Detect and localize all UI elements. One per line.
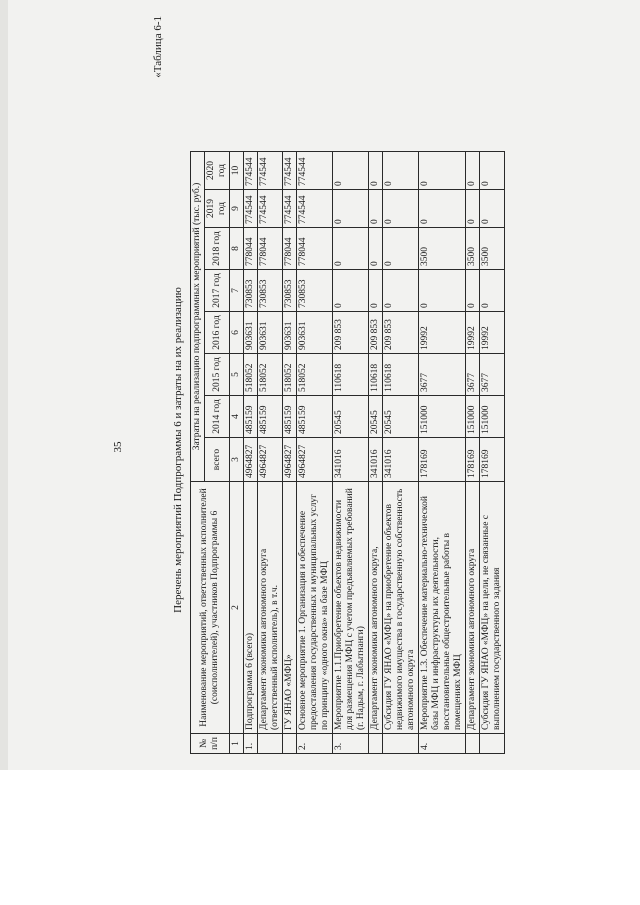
row-name: Основное мероприятие 1. Организация и обеспечение предоставления государственных и муниципальных услуг по принципу «одного окна» на базе МФЦ <box>297 482 333 734</box>
col-number: 8 <box>230 228 244 270</box>
cell-2017: 730853 <box>283 270 297 312</box>
header-name: Наименование мероприятий, ответственных исполнителей (соисполнителей), участников Подпрограммы 6 <box>191 482 230 734</box>
cell-total: 178169 <box>480 438 505 482</box>
header-year: 2017 год <box>205 270 230 312</box>
cell-2015: 110618 <box>333 354 369 396</box>
table-label: «Таблица 6-1 <box>152 16 164 78</box>
row-name: Субсидия ГУ ЯНАО «МФЦ» на приобретение объектов недвижимого имущества в государственную собственность автономного округа <box>383 482 419 734</box>
cell-2014: 485159 <box>258 396 283 438</box>
cell-2016: 903631 <box>297 312 333 354</box>
cell-2019: 0 <box>333 190 369 228</box>
table-row <box>258 152 283 754</box>
row-name: Подпрограмма 6 (всего) <box>244 482 258 734</box>
cell-2014: 151000 <box>480 396 505 438</box>
cell-2015: 3677 <box>466 354 480 396</box>
table-row <box>480 152 505 754</box>
row-num <box>258 734 283 754</box>
cell-2018: 3500 <box>480 228 505 270</box>
col-number: 4 <box>230 396 244 438</box>
document-title: Перечень мероприятий Подпрограммы 6 и затраты на их реализацию <box>172 287 184 613</box>
cell-2020: 0 <box>466 152 480 190</box>
cell-2019: 0 <box>480 190 505 228</box>
col-number: 9 <box>230 190 244 228</box>
cell-2018: 778044 <box>244 228 258 270</box>
cell-2017: 730853 <box>258 270 283 312</box>
cell-total: 4964827 <box>244 438 258 482</box>
table-row <box>383 152 419 754</box>
cell-2015: 518052 <box>297 354 333 396</box>
cell-2017: 730853 <box>244 270 258 312</box>
cell-2016: 19992 <box>419 312 466 354</box>
cell-2020: 774544 <box>244 152 258 190</box>
row-num: 3. <box>333 734 369 754</box>
col-number: 6 <box>230 312 244 354</box>
cell-2016: 19992 <box>480 312 505 354</box>
cell-2016: 209 853 <box>369 312 383 354</box>
costs-table <box>190 151 505 754</box>
cell-2014: 20545 <box>369 396 383 438</box>
cell-2018: 0 <box>383 228 419 270</box>
row-num: 4. <box>419 734 466 754</box>
cell-2020: 0 <box>480 152 505 190</box>
cell-2016: 209 853 <box>383 312 419 354</box>
header-year: 2015 год <box>205 354 230 396</box>
cell-2014: 20545 <box>333 396 369 438</box>
table-row <box>369 152 383 754</box>
cell-2015: 3677 <box>480 354 505 396</box>
cell-2017: 730853 <box>297 270 333 312</box>
cell-2020: 774544 <box>297 152 333 190</box>
cell-2017: 0 <box>369 270 383 312</box>
header-year: 2018 год <box>205 228 230 270</box>
cell-2019: 0 <box>466 190 480 228</box>
cell-2015: 3677 <box>419 354 466 396</box>
col-number: 10 <box>230 152 244 190</box>
cell-2019: 0 <box>383 190 419 228</box>
cell-2020: 0 <box>369 152 383 190</box>
cell-2016: 903631 <box>244 312 258 354</box>
cell-total: 4964827 <box>283 438 297 482</box>
row-num <box>283 734 297 754</box>
cell-2018: 778044 <box>258 228 283 270</box>
col-number: 2 <box>230 482 244 734</box>
cell-2020: 774544 <box>258 152 283 190</box>
cell-2014: 20545 <box>383 396 419 438</box>
cell-2015: 110618 <box>383 354 419 396</box>
table-row <box>283 152 297 754</box>
cell-2017: 0 <box>383 270 419 312</box>
col-number: 3 <box>230 438 244 482</box>
row-num <box>369 734 383 754</box>
row-name: ГУ ЯНАО «МФЦ» <box>283 482 297 734</box>
cell-2016: 209 853 <box>333 312 369 354</box>
header-year: всего <box>205 438 230 482</box>
cell-2014: 151000 <box>466 396 480 438</box>
row-num: 2. <box>297 734 333 754</box>
cell-2014: 485159 <box>244 396 258 438</box>
row-num <box>383 734 419 754</box>
col-number: 1 <box>230 734 244 754</box>
cell-total: 341016 <box>369 438 383 482</box>
page-number: 35 <box>112 441 124 453</box>
cell-2017: 0 <box>466 270 480 312</box>
cell-total: 4964827 <box>258 438 283 482</box>
cell-total: 341016 <box>333 438 369 482</box>
table-row <box>419 152 466 754</box>
table-row <box>333 152 369 754</box>
header-num: № п/п <box>191 734 230 754</box>
cell-2018: 778044 <box>297 228 333 270</box>
cell-2015: 518052 <box>283 354 297 396</box>
row-num: 1. <box>244 734 258 754</box>
cell-2019: 774544 <box>297 190 333 228</box>
row-num <box>466 734 480 754</box>
table-row <box>244 152 258 754</box>
header-year: 2016 год <box>205 312 230 354</box>
header-costs: Затраты на реализацию подпрограммных мероприятий (тыс. руб.) <box>191 152 205 482</box>
rotated-content <box>112 16 640 880</box>
cell-total: 178169 <box>466 438 480 482</box>
cell-2016: 903631 <box>258 312 283 354</box>
cell-2019: 774544 <box>244 190 258 228</box>
cell-2020: 0 <box>383 152 419 190</box>
cell-2014: 485159 <box>283 396 297 438</box>
cell-2017: 0 <box>333 270 369 312</box>
row-num <box>480 734 505 754</box>
cell-2020: 0 <box>419 152 466 190</box>
cell-2018: 3500 <box>466 228 480 270</box>
col-number: 5 <box>230 354 244 396</box>
cell-2018: 3500 <box>419 228 466 270</box>
row-name: Департамент экономики автономного округа (ответственный исполнитель), в т.ч. <box>258 482 283 734</box>
row-name: Мероприятие 1.1.Приобретение объектов недвижимости для размещения МФЦ с учетом предъявляемых требований (г. Надым, г. Лабытнанги) <box>333 482 369 734</box>
row-name: Департамент экономики автономного округа, <box>369 482 383 734</box>
cell-2014: 151000 <box>419 396 466 438</box>
table-row <box>466 152 480 754</box>
cell-2018: 0 <box>369 228 383 270</box>
header-year: 2020 год <box>205 152 230 190</box>
cell-total: 341016 <box>383 438 419 482</box>
row-name: Субсидия ГУ ЯНАО «МФЦ» на цели, не связанные с выполнением государственного задания <box>480 482 505 734</box>
header-year: 2014 год <box>205 396 230 438</box>
cell-2019: 0 <box>419 190 466 228</box>
cell-2019: 774544 <box>258 190 283 228</box>
header-year: 2019 год <box>205 190 230 228</box>
cell-2019: 0 <box>369 190 383 228</box>
row-name: Департамент экономики автономного округа <box>466 482 480 734</box>
cell-2019: 774544 <box>283 190 297 228</box>
cell-total: 178169 <box>419 438 466 482</box>
cell-total: 4964827 <box>297 438 333 482</box>
cell-2016: 19992 <box>466 312 480 354</box>
cell-2017: 0 <box>419 270 466 312</box>
row-name: Мероприятие 1.3. Обеспечение материально-технической базы МФЦ и инфраструктуры их деятельности, восстановительные общестроительные работы в помещениях МФЦ <box>419 482 466 734</box>
cell-2020: 0 <box>333 152 369 190</box>
col-number: 7 <box>230 270 244 312</box>
cell-2016: 903631 <box>283 312 297 354</box>
cell-2015: 518052 <box>244 354 258 396</box>
column-number-row <box>230 152 244 754</box>
table-row <box>297 152 333 754</box>
cell-2015: 518052 <box>258 354 283 396</box>
cell-2014: 485159 <box>297 396 333 438</box>
cell-2015: 110618 <box>369 354 383 396</box>
cell-2018: 778044 <box>283 228 297 270</box>
cell-2017: 0 <box>480 270 505 312</box>
cell-2020: 774544 <box>283 152 297 190</box>
cell-2018: 0 <box>333 228 369 270</box>
